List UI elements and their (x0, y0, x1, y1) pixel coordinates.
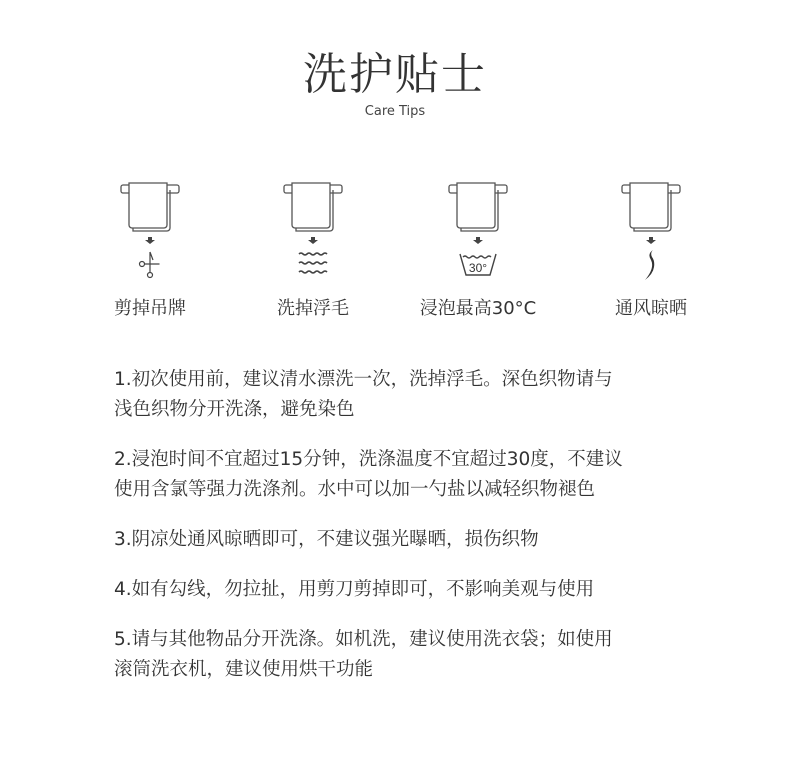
towel-icon (115, 180, 185, 280)
paragraph-line: 5.请与其他物品分开洗涤。如机洗，建议使用洗衣袋；如使用 (114, 629, 613, 650)
tip-cut-tag (80, 180, 220, 320)
tip-rinse-lint (243, 180, 383, 320)
towel-icon (616, 180, 686, 280)
paragraph-line: 1.初次使用前，建议清水漂洗一次，洗掉浮毛。深色织物请与 (114, 369, 613, 390)
wash-temp-badge: 30° (468, 261, 488, 275)
tip-label: 浸泡最高30°C (419, 298, 537, 319)
tip-paragraph-1 (114, 365, 694, 425)
paragraph-line: 4.如有勾线，勿拉扯，用剪刀剪掉即可，不影响美观与使用 (114, 579, 595, 600)
towel-icon (443, 180, 513, 280)
paragraph-line: 3.阴凉处通风晾晒即可，不建议强光曝晒，损伤织物 (114, 529, 539, 550)
tip-air-dry (581, 180, 721, 320)
tip-paragraph-3 (114, 525, 694, 555)
paragraph-line: 浅色织物分开洗涤，避免染色 (114, 399, 355, 420)
paragraph-line: 滚筒洗衣机，建议使用烘干功能 (114, 659, 374, 680)
paragraph-line: 2.浸泡时间不宜超过15分钟，洗涤温度不宜超过30度，不建议 (114, 449, 623, 470)
tip-paragraph-4 (114, 575, 694, 605)
page-title: 洗护贴士 (303, 49, 487, 100)
towel-icon (278, 180, 348, 280)
scissors-icon (140, 252, 160, 278)
tip-label: 剪掉吊牌 (114, 298, 186, 319)
hanging-dry-icon (645, 250, 654, 280)
tip-soak-30 (408, 180, 548, 320)
tip-label: 通风晾晒 (615, 298, 687, 319)
paragraph-line: 使用含氯等强力洗涤剂。水中可以加一勺盐以减轻织物褪色 (114, 479, 596, 500)
water-waves-icon (299, 253, 327, 273)
tip-paragraph-2 (114, 445, 694, 505)
page-subtitle: Care Tips (364, 104, 426, 119)
tip-paragraph-5 (114, 625, 694, 685)
tip-label: 洗掉浮毛 (277, 298, 349, 319)
